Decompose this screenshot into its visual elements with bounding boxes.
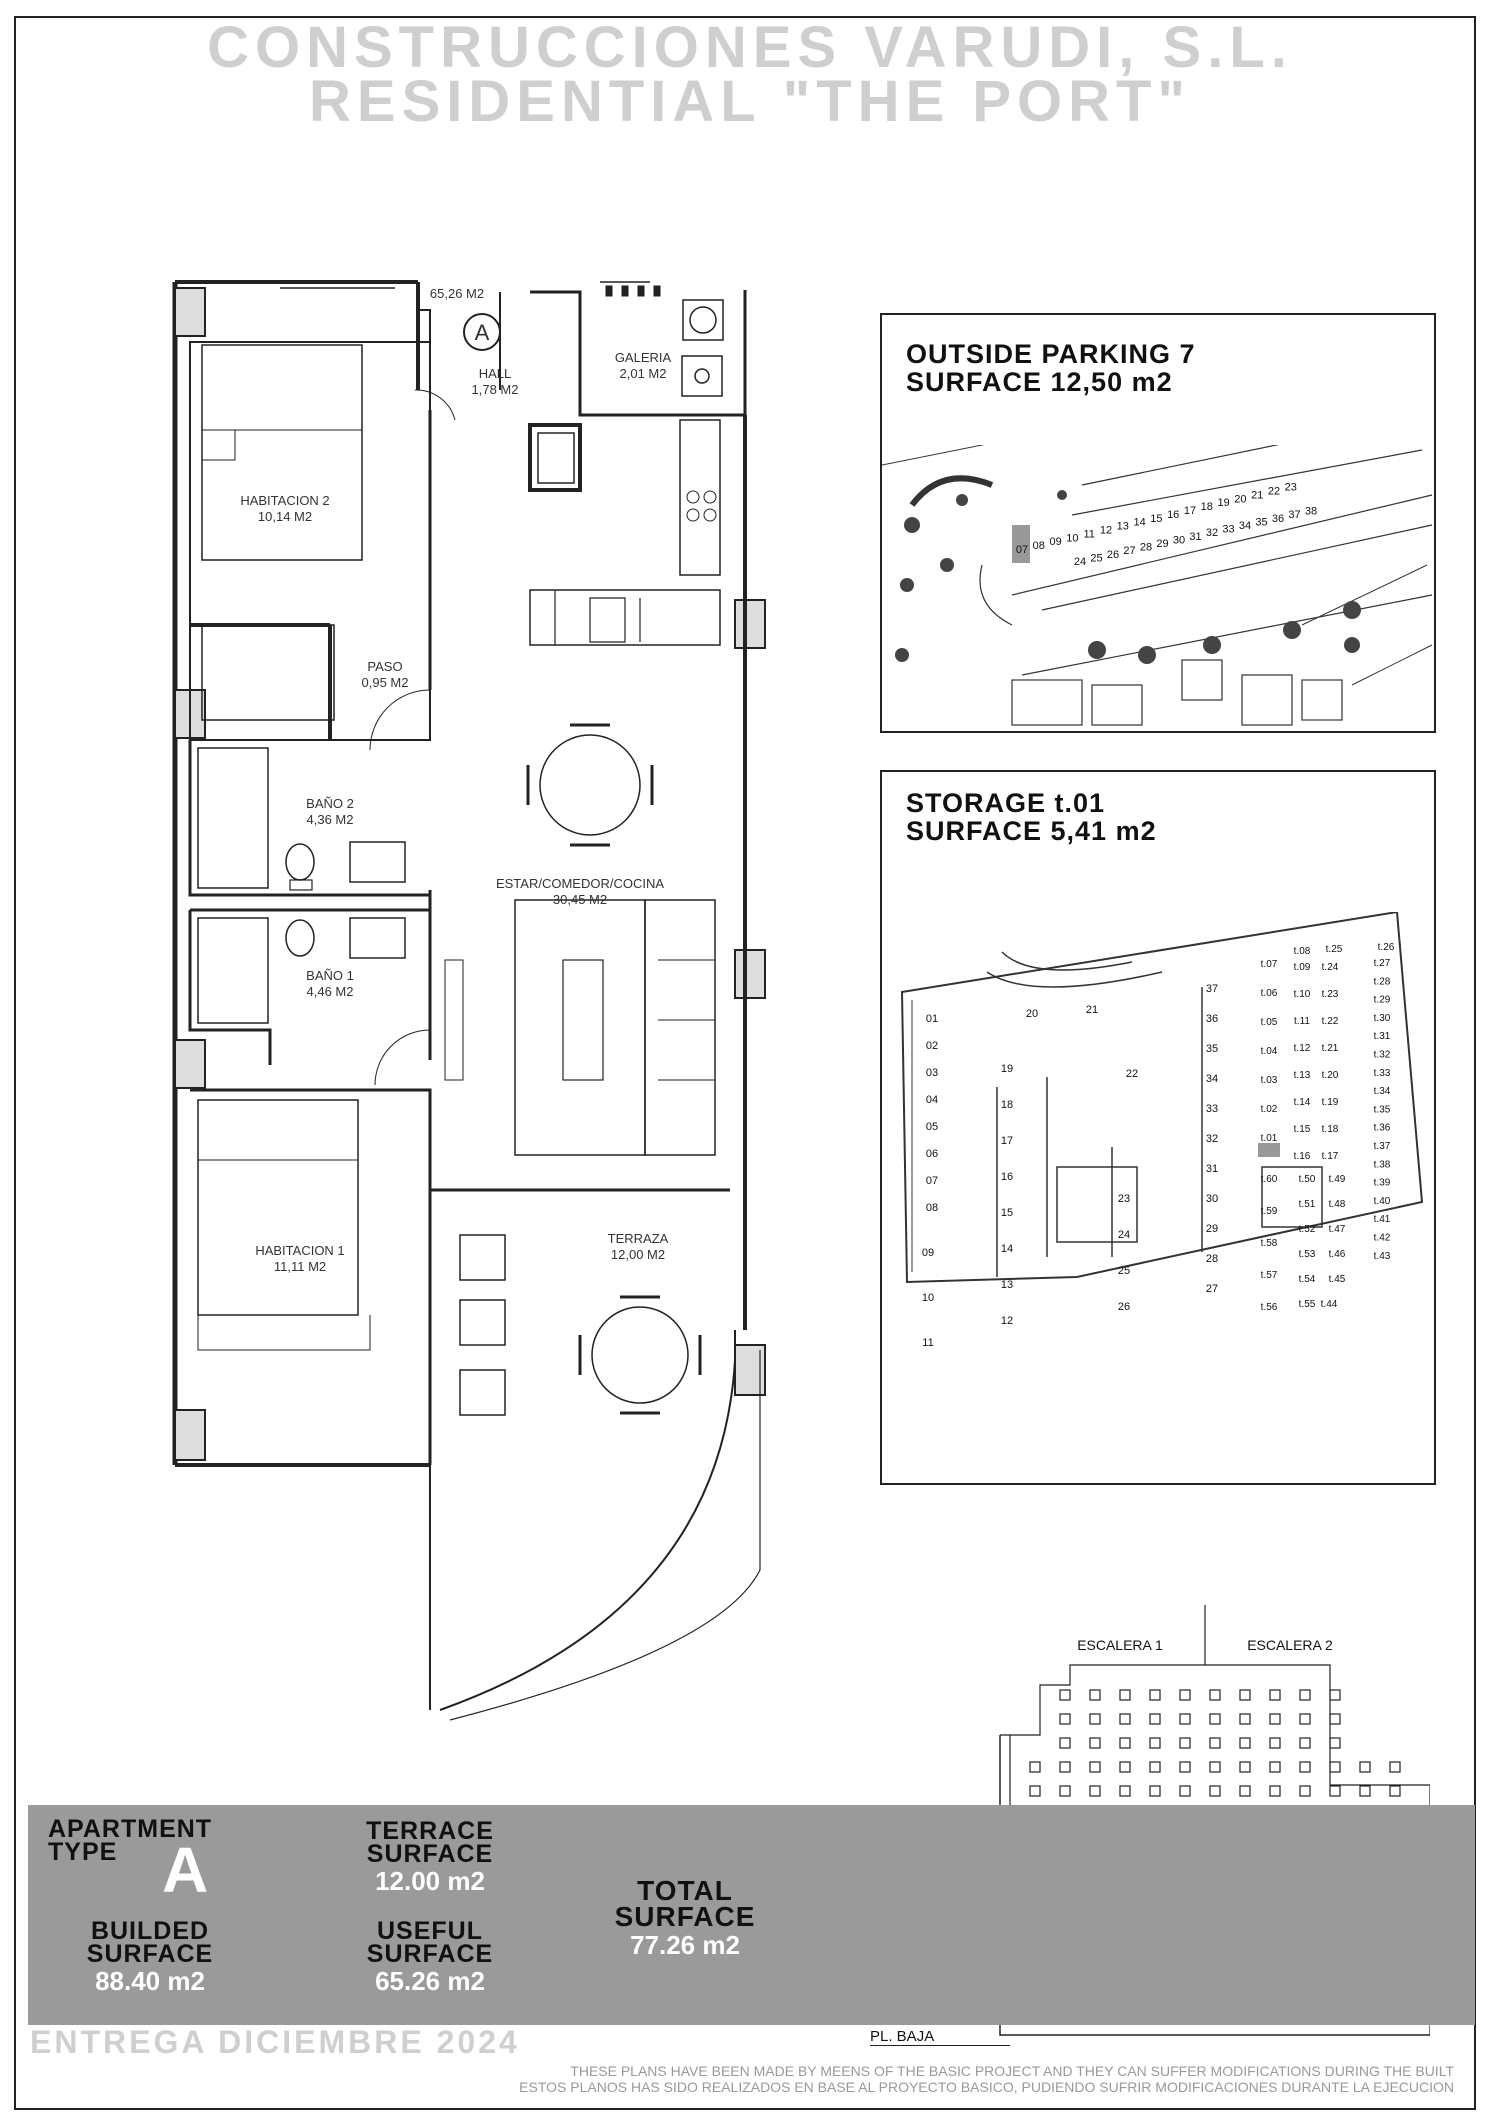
elevation-window	[1210, 1714, 1220, 1724]
storage-unit-label: t.16	[1293, 1151, 1311, 1162]
parking-space-label: 37	[1288, 509, 1301, 522]
storage-unit-label: t.31	[1373, 1031, 1391, 1043]
useful-label: USEFUL SURFACE	[366, 1917, 494, 1968]
parking-space-label: 22	[1267, 485, 1281, 498]
elevation-window	[1240, 1714, 1250, 1724]
parking-space-label: 27	[1123, 545, 1136, 558]
room-paso-name: PASO	[367, 659, 403, 674]
elevation-window	[1270, 1762, 1280, 1772]
elevation-window	[1240, 1762, 1250, 1772]
storage-unit-label: t.06	[1260, 988, 1278, 999]
storage-unit-label: t.03	[1260, 1075, 1278, 1086]
elevation-window	[1300, 1714, 1310, 1724]
storage-parking-label: 15	[1000, 1207, 1014, 1219]
elevation-window	[1210, 1786, 1220, 1796]
storage-parking-label: 14	[1000, 1243, 1014, 1255]
storage-parking-label: 17	[1000, 1135, 1014, 1147]
storage-parking-label: 23	[1117, 1193, 1131, 1205]
room-paso-area: 0,95 M2	[361, 675, 409, 690]
storage-unit-label: t.47	[1328, 1224, 1346, 1235]
storage-unit-label: t.60	[1260, 1174, 1278, 1185]
storage-unit-label: t.30	[1373, 1012, 1391, 1024]
storage-parking-label: 35	[1205, 1043, 1219, 1055]
parking-space-label: 07	[1015, 544, 1029, 556]
parking-space-label: 31	[1189, 530, 1202, 543]
parking-space-label: 19	[1217, 497, 1230, 510]
parking-space-label: 12	[1099, 524, 1113, 537]
storage-basement-plan	[882, 912, 1434, 1472]
elevation-window	[1330, 1762, 1340, 1772]
elevation-window	[1060, 1738, 1070, 1748]
storage-unit-label: t.11	[1294, 1016, 1310, 1027]
storage-parking-label: 05	[925, 1121, 939, 1133]
parking-space-label: 13	[1116, 520, 1129, 533]
builded-value: 88.40 m2	[95, 1966, 205, 1996]
storage-unit-label: t.29	[1373, 994, 1391, 1006]
storage-surface: SURFACE 5,41 m2	[906, 816, 1157, 846]
elevation-window	[1150, 1690, 1160, 1700]
elevation-window	[1330, 1714, 1340, 1724]
elevation-window	[1180, 1714, 1190, 1724]
parking-space-label: 33	[1222, 523, 1235, 536]
storage-unit-label: t.28	[1373, 976, 1391, 988]
parking-space-label: 23	[1284, 481, 1297, 494]
elevation-window	[1210, 1690, 1220, 1700]
storage-parking-label: 11	[922, 1337, 934, 1349]
parking-space-label: 18	[1200, 501, 1213, 514]
elevation-window	[1120, 1738, 1130, 1748]
parking-space-label: 32	[1205, 527, 1219, 540]
room-hall-area: 1,78 M2	[471, 382, 519, 397]
elevation-window	[1240, 1690, 1250, 1700]
storage-unit-label: t.01	[1260, 1133, 1278, 1144]
parking-space-label: 26	[1106, 548, 1120, 561]
elevation-window	[1360, 1786, 1370, 1796]
storage-unit-label: t.57	[1260, 1270, 1278, 1281]
storage-parking-label: 26	[1117, 1301, 1131, 1313]
elevation-window	[1270, 1786, 1280, 1796]
elevation-window	[1060, 1714, 1070, 1724]
storage-unit-label: t.53	[1298, 1249, 1316, 1260]
parking-title: OUTSIDE PARKING 7	[906, 339, 1196, 369]
level-label: PL. BAJA	[870, 2028, 1010, 2046]
elevation-window	[1390, 1786, 1400, 1796]
storage-parking-label: 36	[1205, 1013, 1219, 1025]
storage-unit-label: t.52	[1298, 1224, 1316, 1235]
room-galeria-name: GALERIA	[614, 350, 672, 365]
total-value: 77.26 m2	[630, 1930, 740, 1960]
storage-unit-label: t.40	[1373, 1195, 1391, 1207]
parking-space-label: 30	[1172, 534, 1186, 547]
storage-unit-label: t.41	[1373, 1214, 1391, 1226]
storage-title: STORAGE t.01	[906, 788, 1106, 818]
storage-parking-label: 32	[1205, 1133, 1219, 1145]
elevation-window	[1300, 1690, 1310, 1700]
storage-parking-label: 01	[925, 1013, 939, 1025]
room-bano1-name: BAÑO 1	[306, 968, 354, 983]
floor-plan	[160, 270, 800, 1730]
room-galeria-area: 2,01 M2	[619, 366, 667, 381]
useful-block	[330, 1917, 530, 1996]
elevation-window	[1030, 1762, 1040, 1772]
builded-label: BUILDED SURFACE	[86, 1917, 214, 1968]
stair2-label: ESCALERA 2	[1247, 1637, 1333, 1653]
storage-unit-label: t.10	[1293, 989, 1311, 1000]
storage-parking-label: 27	[1205, 1283, 1219, 1295]
storage-parking-label: 04	[925, 1094, 939, 1106]
elevation-window	[1240, 1738, 1250, 1748]
room-habitacion2-name: HABITACION 2	[240, 493, 330, 508]
parking-space-label: 24	[1073, 556, 1087, 568]
storage-highlight	[1258, 1143, 1280, 1157]
elevation-window	[1090, 1738, 1100, 1748]
elevation-window	[1060, 1762, 1070, 1772]
storage-unit-label: t.08	[1293, 946, 1311, 957]
storage-unit-label: t.25	[1325, 944, 1343, 955]
storage-unit-label: t.18	[1321, 1124, 1339, 1135]
elevation-window	[1090, 1714, 1100, 1724]
storage-unit-label: t.56	[1260, 1302, 1278, 1313]
parking-space-label: 36	[1271, 512, 1285, 525]
elevation-window	[1330, 1738, 1340, 1748]
storage-parking-label: 13	[1000, 1279, 1014, 1291]
storage-unit-label: t.21	[1321, 1043, 1339, 1054]
elevation-window	[1120, 1762, 1130, 1772]
elevation-window	[1180, 1738, 1190, 1748]
storage-unit-label: t.05	[1260, 1017, 1278, 1028]
elevation-window	[1120, 1714, 1130, 1724]
parking-space-label: 17	[1183, 505, 1197, 517]
elevation-window	[1030, 1786, 1040, 1796]
parking-space-label: 14	[1133, 516, 1146, 529]
storage-parking-label: 06	[925, 1148, 939, 1160]
parking-space-label: 34	[1238, 520, 1252, 532]
terrace-value: 12.00 m2	[375, 1866, 485, 1896]
storage-unit-label: t.27	[1373, 958, 1391, 969]
elevation-window	[1060, 1786, 1070, 1796]
storage-unit-label: t.49	[1328, 1174, 1346, 1185]
storage-unit-label: t.20	[1321, 1070, 1339, 1081]
elevation-window	[1300, 1762, 1310, 1772]
storage-unit-label: t.42	[1373, 1232, 1391, 1244]
elevation-window	[1150, 1714, 1160, 1724]
elevation-window	[1120, 1690, 1130, 1700]
stair1-label: ESCALERA 1	[1077, 1637, 1163, 1653]
delivery-date: ENTREGA DICIEMBRE 2024	[30, 2024, 520, 2060]
storage-unit-label: t.39	[1373, 1177, 1391, 1189]
storage-unit-label: t.14	[1293, 1097, 1311, 1108]
elevation-window	[1150, 1762, 1160, 1772]
storage-unit-label: t.43	[1373, 1250, 1391, 1262]
elevation-window	[1390, 1762, 1400, 1772]
parking-space-label: 28	[1139, 541, 1153, 554]
builded-block	[50, 1917, 250, 1996]
storage-parking-label: 28	[1205, 1253, 1219, 1265]
storage-unit-label: t.32	[1373, 1049, 1391, 1061]
storage-unit-label: t.38	[1373, 1159, 1391, 1171]
storage-unit-label: t.44	[1320, 1299, 1338, 1310]
storage-unit-label: t.45	[1328, 1274, 1346, 1285]
elevation-window	[1180, 1690, 1190, 1700]
parking-space-label: 16	[1167, 508, 1180, 521]
storage-parking-label: 31	[1205, 1163, 1219, 1175]
storage-parking-label: 02	[925, 1040, 939, 1052]
elevation-window	[1150, 1738, 1160, 1748]
parking-space-label: 15	[1150, 512, 1163, 525]
storage-unit-label: t.24	[1321, 962, 1339, 973]
parking-site-plan	[882, 445, 1434, 730]
elevation-window	[1330, 1690, 1340, 1700]
room-habitacion2-area: 10,14 M2	[257, 509, 313, 524]
storage-parking-label: 12	[1000, 1315, 1014, 1327]
storage-parking-label: 07	[925, 1175, 939, 1187]
storage-unit-label: t.04	[1260, 1046, 1278, 1057]
apt-type-value: A	[162, 1834, 209, 1906]
total-useful-label: 65,26 M2	[429, 286, 485, 301]
room-estar-area: 30,45 M2	[552, 892, 608, 907]
storage-unit-label: t.17	[1321, 1151, 1339, 1162]
parking-space-label: 11	[1083, 528, 1095, 541]
room-habitacion1-area: 11,11 M2	[273, 1259, 327, 1274]
storage-parking-label: 33	[1205, 1103, 1219, 1115]
storage-unit-label: t.34	[1373, 1086, 1391, 1098]
elevation-window	[1120, 1786, 1130, 1796]
parking-space-label: 10	[1066, 532, 1079, 545]
storage-unit-label: t.54	[1298, 1274, 1316, 1285]
elevation-window	[1090, 1786, 1100, 1796]
elevation-window	[1210, 1738, 1220, 1748]
storage-unit-label: t.36	[1373, 1122, 1391, 1134]
storage-panel	[880, 770, 1436, 1485]
elevation-window	[1180, 1786, 1190, 1796]
project-name: RESIDENTIAL "THE PORT"	[309, 69, 1191, 134]
storage-unit-label: t.23	[1321, 989, 1339, 1000]
room-bano2-area: 4,36 M2	[306, 812, 354, 827]
parking-space-label: 21	[1251, 489, 1264, 502]
storage-parking-label: 09	[921, 1247, 935, 1259]
terrace-label: TERRACE SURFACE	[366, 1817, 494, 1868]
storage-unit-label: t.12	[1293, 1043, 1311, 1054]
storage-unit-label: t.02	[1260, 1104, 1278, 1115]
elevation-window	[1090, 1690, 1100, 1700]
company-name: CONSTRUCCIONES VARUDI, S.L.	[207, 15, 1293, 80]
unit-marker: A	[474, 320, 490, 345]
parking-space-label: 20	[1234, 493, 1247, 506]
parking-space-label: 09	[1049, 536, 1062, 549]
elevation-window	[1330, 1786, 1340, 1796]
storage-unit-label: t.59	[1260, 1206, 1278, 1217]
storage-unit-label: t.48	[1328, 1199, 1346, 1210]
room-bano2-name: BAÑO 2	[306, 796, 354, 811]
storage-parking-label: 34	[1205, 1073, 1219, 1085]
storage-parking-label: 29	[1205, 1223, 1219, 1235]
storage-unit-label: t.33	[1373, 1067, 1391, 1079]
storage-unit-label: t.37	[1373, 1141, 1391, 1152]
storage-unit-label: t.26	[1377, 942, 1395, 953]
parking-space-label: 08	[1032, 540, 1045, 553]
apt-type-label: APARTMENT TYPE	[48, 1815, 213, 1866]
disclaimer-es: ESTOS PLANOS HAS SIDO REALIZADOS EN BASE AL PROYECTO BASICO, PUDIENDO SUFRIR MODIFICACIONES DURANTE LA EJECUCION	[519, 2079, 1454, 2095]
storage-parking-label: 20	[1025, 1008, 1039, 1020]
room-terraza-name: TERRAZA	[607, 1231, 669, 1246]
elevation-window	[1270, 1690, 1280, 1700]
storage-parking-label: 03	[925, 1067, 939, 1079]
elevation-window	[1210, 1762, 1220, 1772]
parking-space-label: 25	[1090, 552, 1103, 565]
elevation-window	[1270, 1714, 1280, 1724]
storage-parking-label: 24	[1117, 1229, 1131, 1241]
room-terraza-area: 12,00 M2	[610, 1247, 666, 1262]
terrace-block	[330, 1817, 530, 1896]
total-block	[560, 1875, 810, 1960]
storage-unit-label: t.15	[1293, 1124, 1311, 1135]
parking-space-label: 38	[1304, 505, 1318, 518]
elevation-window	[1270, 1738, 1280, 1748]
disclaimer-en: THESE PLANS HAVE BEEN MADE BY MEENS OF THE BASIC PROJECT AND THEY CAN SUFFER MODIFICATIONS DURING THE BUILT	[570, 2063, 1454, 2079]
storage-unit-label: t.35	[1373, 1104, 1391, 1116]
elevation-window	[1360, 1762, 1370, 1772]
room-hall-name: HALL	[478, 366, 512, 381]
storage-parking-label: 21	[1085, 1004, 1099, 1016]
storage-parking-label: 30	[1205, 1193, 1219, 1205]
elevation-window	[1150, 1786, 1160, 1796]
room-estar-name: ESTAR/COMEDOR/COCINA	[495, 876, 665, 891]
parking-surface: SURFACE 12,50 m2	[906, 367, 1173, 397]
parking-space-label: 29	[1156, 538, 1169, 550]
storage-parking-label: 37	[1205, 983, 1219, 995]
elevation-window	[1300, 1738, 1310, 1748]
storage-unit-label: t.51	[1298, 1199, 1316, 1210]
storage-unit-label: t.50	[1298, 1174, 1316, 1185]
storage-parking-label: 22	[1125, 1068, 1139, 1080]
total-label: TOTAL SURFACE	[614, 1875, 756, 1932]
parking-panel	[880, 313, 1436, 733]
storage-unit-label: t.55	[1298, 1299, 1316, 1310]
elevation-window	[1060, 1690, 1070, 1700]
room-bano1-area: 4,46 M2	[306, 984, 354, 999]
room-habitacion1-name: HABITACION 1	[255, 1243, 345, 1258]
storage-parking-label: 18	[1000, 1099, 1014, 1111]
storage-unit-label: t.19	[1321, 1097, 1339, 1108]
parking-space-label: 35	[1255, 516, 1268, 529]
elevation-window	[1090, 1762, 1100, 1772]
storage-unit-label: t.46	[1328, 1249, 1346, 1260]
storage-unit-label: t.13	[1293, 1070, 1311, 1081]
storage-parking-label: 19	[1000, 1063, 1014, 1075]
elevation-window	[1240, 1786, 1250, 1796]
storage-parking-label: 08	[925, 1202, 939, 1214]
useful-value: 65.26 m2	[375, 1966, 485, 1996]
storage-unit-label: t.09	[1293, 962, 1311, 973]
storage-unit-label: t.58	[1260, 1238, 1278, 1249]
storage-parking-label: 16	[1000, 1171, 1014, 1183]
storage-parking-label: 25	[1117, 1265, 1131, 1277]
elevation-window	[1180, 1762, 1190, 1772]
storage-unit-label: t.22	[1321, 1016, 1339, 1027]
storage-unit-label: t.07	[1260, 959, 1278, 970]
storage-parking-label: 10	[921, 1292, 935, 1304]
elevation-window	[1300, 1786, 1310, 1796]
